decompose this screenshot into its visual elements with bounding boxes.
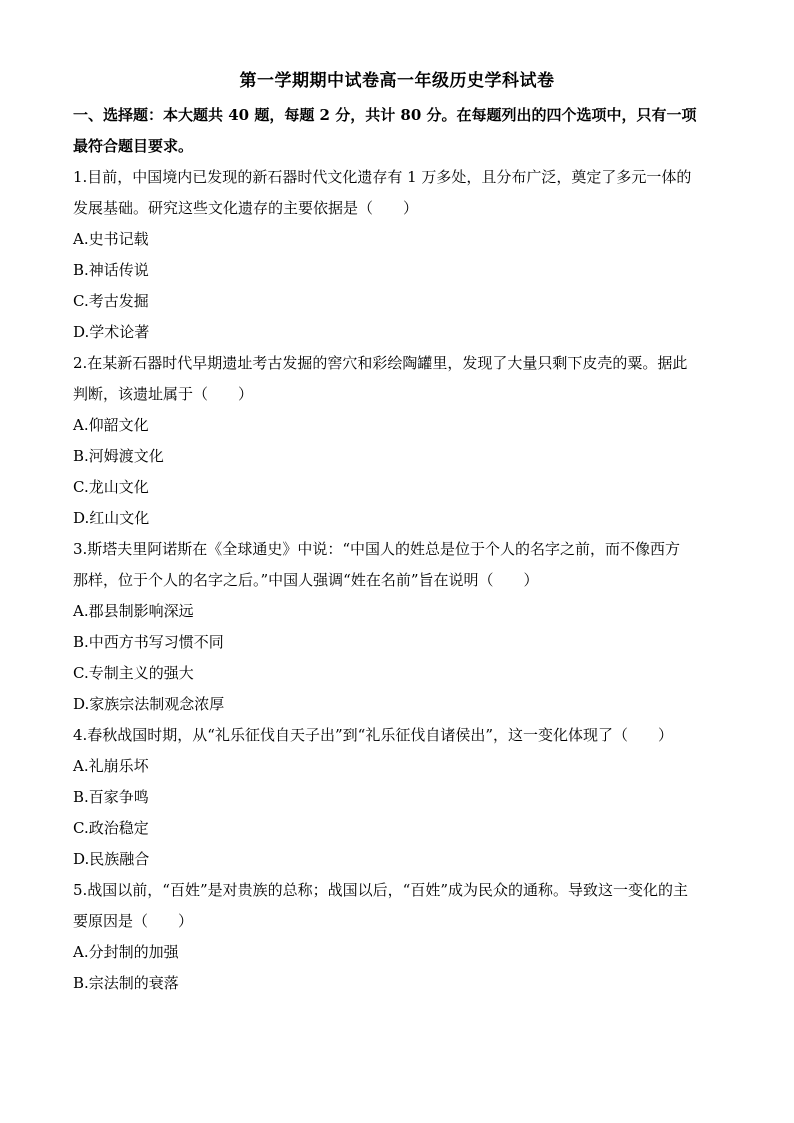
- question-4-option-d: D.民族融合: [73, 850, 150, 868]
- question-2-option-d: D.红山文化: [73, 509, 150, 527]
- question-4-option-c: C.政治稳定: [73, 819, 149, 837]
- question-2: [73, 348, 725, 534]
- question-5-text-line-1: 5.战国以前，“百姓”是对贵族的总称；战国以后，“百姓”成为民众的通称。导致这一变化的主: [73, 881, 688, 899]
- question-1: [73, 162, 725, 348]
- question-1-text-line-2: 发展基础。研究这些文化遗存的主要依据是（ ）: [73, 199, 419, 217]
- question-1-option-a: A.史书记载: [73, 230, 149, 248]
- question-4-text-line-1: 4.春秋战国时期，从“礼乐征伐自天子出”到“礼乐征伐自诸侯出”，这一变化体现了（ ）: [73, 726, 673, 744]
- question-5: [73, 875, 725, 999]
- question-1-text-line-1: 1.目前，中国境内已发现的新石器时代文化遗存有 1 万多处，且分布广泛，奠定了多元一体的: [73, 168, 692, 186]
- page-title: 第一学期期中试卷高一年级历史学科试卷: [239, 71, 555, 91]
- question-3-text-line-1: 3.斯塔夫里阿诺斯在《全球通史》中说：“中国人的姓总是位于个人的名字之前，而不像西方: [73, 540, 680, 558]
- question-1-option-d: D.学术论著: [73, 323, 150, 341]
- question-3-text-line-2: 那样，位于个人的名字之后。”中国人强调“姓在名前”旨在说明（ ）: [73, 571, 539, 589]
- question-2-option-a: A.仰韶文化: [73, 416, 149, 434]
- section-instructions-line-1: 一、选择题：本大题共 40 题，每题 2 分，共计 80 分。在每题列出的四个选项中，只有一项: [73, 106, 697, 124]
- question-5-option-a: A.分封制的加强: [73, 943, 179, 961]
- question-4-option-a: A.礼崩乐坏: [73, 757, 149, 775]
- question-4: [73, 720, 725, 875]
- question-4-option-b: B.百家争鸣: [73, 788, 149, 806]
- question-5-text-line-2: 要原因是（ ）: [73, 912, 194, 930]
- question-3-option-d: D.家族宗法制观念浓厚: [73, 695, 225, 713]
- question-2-option-c: C.龙山文化: [73, 478, 149, 496]
- question-3-option-a: A.郡县制影响深远: [73, 602, 194, 620]
- question-3: [73, 534, 725, 720]
- exam-content: [73, 100, 725, 999]
- question-2-text-line-2: 判断，该遗址属于（ ）: [73, 385, 254, 403]
- question-1-option-b: B.神话传说: [73, 261, 149, 279]
- question-3-option-b: B.中西方书写习惯不同: [73, 633, 224, 651]
- question-1-option-c: C.考古发掘: [73, 292, 149, 310]
- question-3-option-c: C.专制主义的强大: [73, 664, 194, 682]
- question-5-option-b: B.宗法制的衰落: [73, 974, 179, 992]
- question-2-option-b: B.河姆渡文化: [73, 447, 164, 465]
- question-2-text-line-1: 2.在某新石器时代早期遗址考古发掘的窖穴和彩绘陶罐里，发现了大量只剩下皮壳的粟。据此: [73, 354, 688, 372]
- section-instructions-line-2: 最符合题目要求。: [73, 137, 194, 155]
